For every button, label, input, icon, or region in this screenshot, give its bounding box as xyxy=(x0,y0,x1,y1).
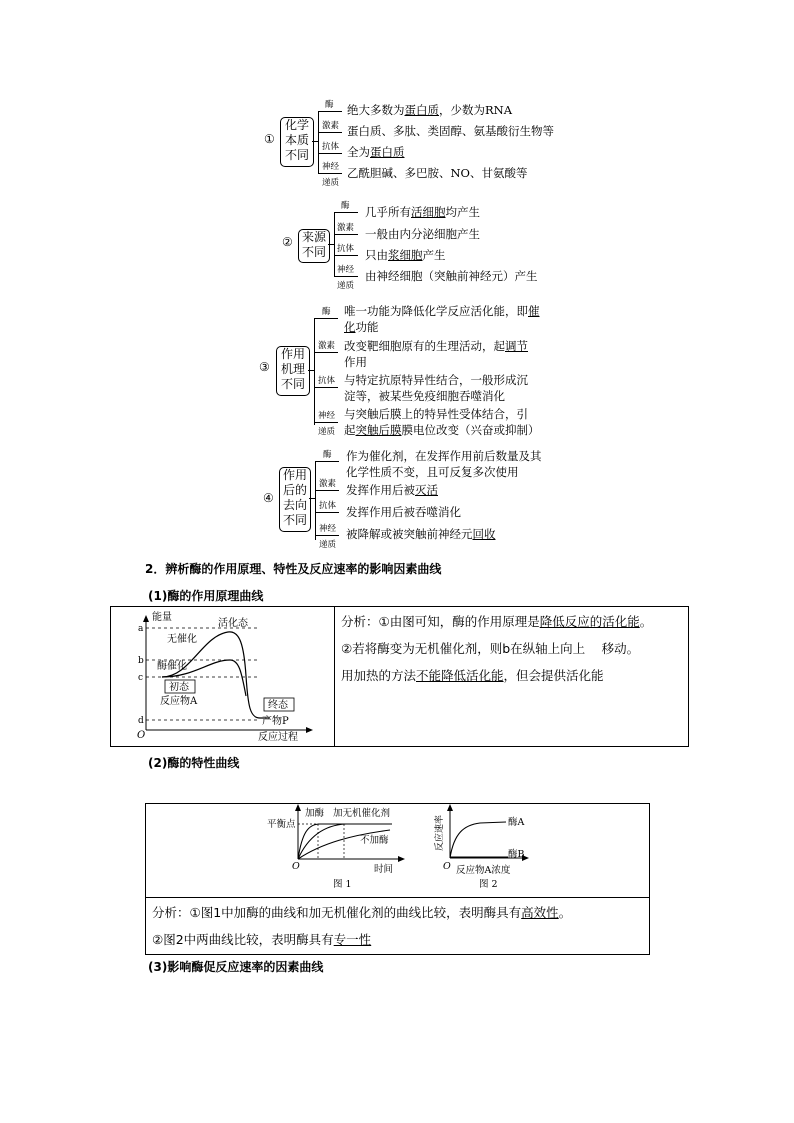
branch-label-neuro: 神经 xyxy=(337,265,355,275)
section4-box-line1: 作用 xyxy=(282,468,307,482)
branch-label-neuro2: 递质 xyxy=(322,178,340,188)
section4-connector xyxy=(309,498,315,499)
branch-label-neuro2: 递质 xyxy=(337,281,355,291)
analysis1-text: 分析：①由图可知，酶的作用原理是降低反应的活化能。 ②若将酶变为无机催化剂，则b在纵轴上向上 移动。 用加热的方法不能降低活化能，但会提供活化能 xyxy=(341,614,653,683)
equilibrium-label: 平衡点 xyxy=(267,819,296,830)
branch-label-neuro: 神经 xyxy=(319,524,337,534)
section1-number: ① xyxy=(264,132,275,146)
section3-bracket xyxy=(314,318,315,425)
branch-label-hormone: 激素 xyxy=(322,121,340,131)
analysis2-text: 分析：①图1中加酶的曲线和加无机催化剂的曲线比较，表明酶具有高效性。 ②图2中两曲线比较，表明酶具有专一性 xyxy=(152,905,572,947)
enzyme-catalyst-label: 酶催化 xyxy=(157,661,187,672)
section4-hormone-text: 发挥作用后被灭活 xyxy=(346,483,438,497)
section3-box xyxy=(276,346,310,396)
fig2-xlabel: 反应物A浓度 xyxy=(456,865,511,876)
arrow-line xyxy=(315,490,339,491)
branch-label-neuro2: 递质 xyxy=(318,427,336,437)
branch-label-hormone: 激素 xyxy=(318,341,336,351)
table-divider xyxy=(146,897,649,898)
enzyme-a-label: 酶A xyxy=(508,817,525,828)
branch-label-neuro: 神经 xyxy=(318,411,336,421)
branch-label-neuro: 神经 xyxy=(322,162,340,172)
energy-ylabel: 能量 xyxy=(152,612,172,623)
product-label: 产物P xyxy=(262,716,289,727)
section3-neuro-text: 与突触后膜上的特异性受体结合，引 起突触后膜膜电位改变（兴奋或抑制） xyxy=(344,407,540,437)
tick-b: b xyxy=(138,656,144,666)
arrow-line xyxy=(318,153,342,154)
branch-label-antibody: 抗体 xyxy=(322,142,340,152)
arrow-line xyxy=(314,422,338,423)
branch-label-neuro2: 递质 xyxy=(319,540,337,550)
arrow-line xyxy=(334,255,358,256)
section2-number: ② xyxy=(282,235,293,249)
branch-label-enzyme: 酶 xyxy=(323,450,332,460)
arrow-line xyxy=(314,318,338,319)
reactant-label: 反应物A xyxy=(160,696,198,707)
tick-d: d xyxy=(138,716,144,726)
fig2-caption: 图 2 xyxy=(479,879,498,890)
fig1-xlabel: 时间 xyxy=(374,864,394,875)
branch-label-enzyme: 酶 xyxy=(322,307,331,317)
arrow-line xyxy=(318,173,342,174)
section2-antibody-text: 只由浆细胞产生 xyxy=(365,248,446,262)
arrow-line xyxy=(314,352,338,353)
heading-2-3: (3)影响酶促反应速率的因素曲线 xyxy=(148,960,324,974)
branch-label-enzyme: 酶 xyxy=(341,201,350,211)
branch-label-antibody: 抗体 xyxy=(319,501,337,511)
fig1-y-arrow xyxy=(295,804,301,811)
enzyme-b-label: 酶B xyxy=(508,849,525,860)
fig2-origin: O xyxy=(443,861,451,872)
arrow-line xyxy=(315,461,339,462)
fig1-x-arrow xyxy=(398,856,405,862)
section2-neuro-text: 由神经细胞（突触前神经元）产生 xyxy=(365,269,538,283)
section3-box-line2: 机理 xyxy=(280,362,305,376)
no-catalyst-label: 无催化 xyxy=(167,634,197,645)
arrow-line xyxy=(334,276,358,277)
section1-enzyme-text: 绝大多数为蛋白质，少数为RNA xyxy=(347,103,513,117)
arrow-line xyxy=(318,132,342,133)
section4-bracket xyxy=(315,461,316,540)
section2-enzyme-text: 几乎所有活细胞均产生 xyxy=(365,205,480,219)
section1-connector xyxy=(312,141,318,142)
arrow-line xyxy=(334,212,358,213)
heading-2: 2．辨析酶的作用原理、特性及反应速率的影响因素曲线 xyxy=(145,562,442,576)
add-inorganic-label: 加无机催化剂 xyxy=(333,808,391,819)
section4-box-line2: 后的 xyxy=(282,483,307,497)
section4-enzyme-text: 作为催化剂，在发挥作用前后数量及其 化学性质不变，且可反复多次使用 xyxy=(346,449,542,479)
section2-box-line2: 不同 xyxy=(301,245,326,259)
branch-label-antibody: 抗体 xyxy=(318,376,336,386)
fig2-ylabel: 反应速率 xyxy=(435,814,445,851)
section4-box xyxy=(279,467,311,532)
section4-box-line3: 去向 xyxy=(282,498,307,512)
section4-box-line4: 不同 xyxy=(282,513,307,527)
branch-label-enzyme: 酶 xyxy=(325,100,334,110)
section1-box xyxy=(280,117,314,167)
fig1-origin: O xyxy=(292,861,300,872)
branch-label-hormone: 激素 xyxy=(319,479,337,489)
section3-enzyme-text: 唯一功能为降低化学反应活化能，即催 化功能 xyxy=(344,304,540,334)
section1-box-line3: 不同 xyxy=(284,148,309,162)
energy-xlabel: 反应过程 xyxy=(258,732,298,743)
section3-connector xyxy=(308,370,314,371)
y-arrow xyxy=(143,615,149,622)
section1-box-line1: 化学 xyxy=(284,118,309,132)
section3-hormone-text: 改变靶细胞原有的生理活动，起调节 作用 xyxy=(344,339,528,369)
heading-2-2: (2)酶的特性曲线 xyxy=(148,756,240,770)
section2-hormone-text: 一般由内分泌细胞产生 xyxy=(365,227,480,241)
tick-a: a xyxy=(138,624,144,634)
section4-antibody-text: 发挥作用后被吞噬消化 xyxy=(346,505,461,519)
heading-2-1: (1)酶的作用原理曲线 xyxy=(148,589,264,603)
branch-label-hormone: 激素 xyxy=(337,223,355,233)
section2-box-line1: 来源 xyxy=(301,230,326,244)
section1-antibody-text: 全为蛋白质 xyxy=(347,145,405,159)
figure1-chart xyxy=(262,803,412,895)
section1-box-line2: 本质 xyxy=(284,133,309,147)
section2-connector xyxy=(328,244,334,245)
arrow-line xyxy=(314,387,338,388)
fig2-y-arrow xyxy=(447,804,453,811)
section3-antibody-text: 与特定抗原特异性结合，一般形成沉 淀等，被某些免疫细胞吞噬消化 xyxy=(344,373,528,403)
initial-state-label: 初态 xyxy=(169,682,189,693)
arrow-line xyxy=(334,234,358,235)
active-state-label: 活化态 xyxy=(218,618,248,629)
section1-bracket xyxy=(318,111,319,173)
branch-label-antibody: 抗体 xyxy=(337,244,355,254)
enzyme-a-curve xyxy=(450,822,506,858)
tick-c: c xyxy=(138,673,144,683)
arrow-line xyxy=(315,535,339,536)
section1-neuro-text: 乙酰胆碱、多巴胺、NO、甘氨酸等 xyxy=(347,166,528,180)
origin-label: O xyxy=(137,730,146,741)
section3-box-line3: 不同 xyxy=(280,377,305,391)
final-state-label: 终态 xyxy=(268,700,288,711)
section3-box-line1: 作用 xyxy=(280,347,305,361)
no-enzyme-label: 不加酶 xyxy=(360,835,389,846)
figure2-chart xyxy=(428,803,538,895)
section4-number: ④ xyxy=(263,491,274,505)
x-arrow xyxy=(306,727,313,733)
section3-number: ③ xyxy=(259,360,270,374)
table-divider xyxy=(334,607,335,746)
arrow-line xyxy=(315,512,339,513)
section2-bracket xyxy=(334,212,335,276)
arrow-line xyxy=(318,111,342,112)
section1-hormone-text: 蛋白质、多肽、类固醇、氨基酸衍生物等 xyxy=(347,124,554,138)
section2-box xyxy=(298,229,330,263)
section4-neuro-text: 被降解或被突触前神经元回收 xyxy=(346,527,496,541)
energy-diagram xyxy=(110,606,332,746)
fig1-caption: 图 1 xyxy=(333,879,352,890)
add-enzyme-label: 加酶 xyxy=(305,808,325,819)
